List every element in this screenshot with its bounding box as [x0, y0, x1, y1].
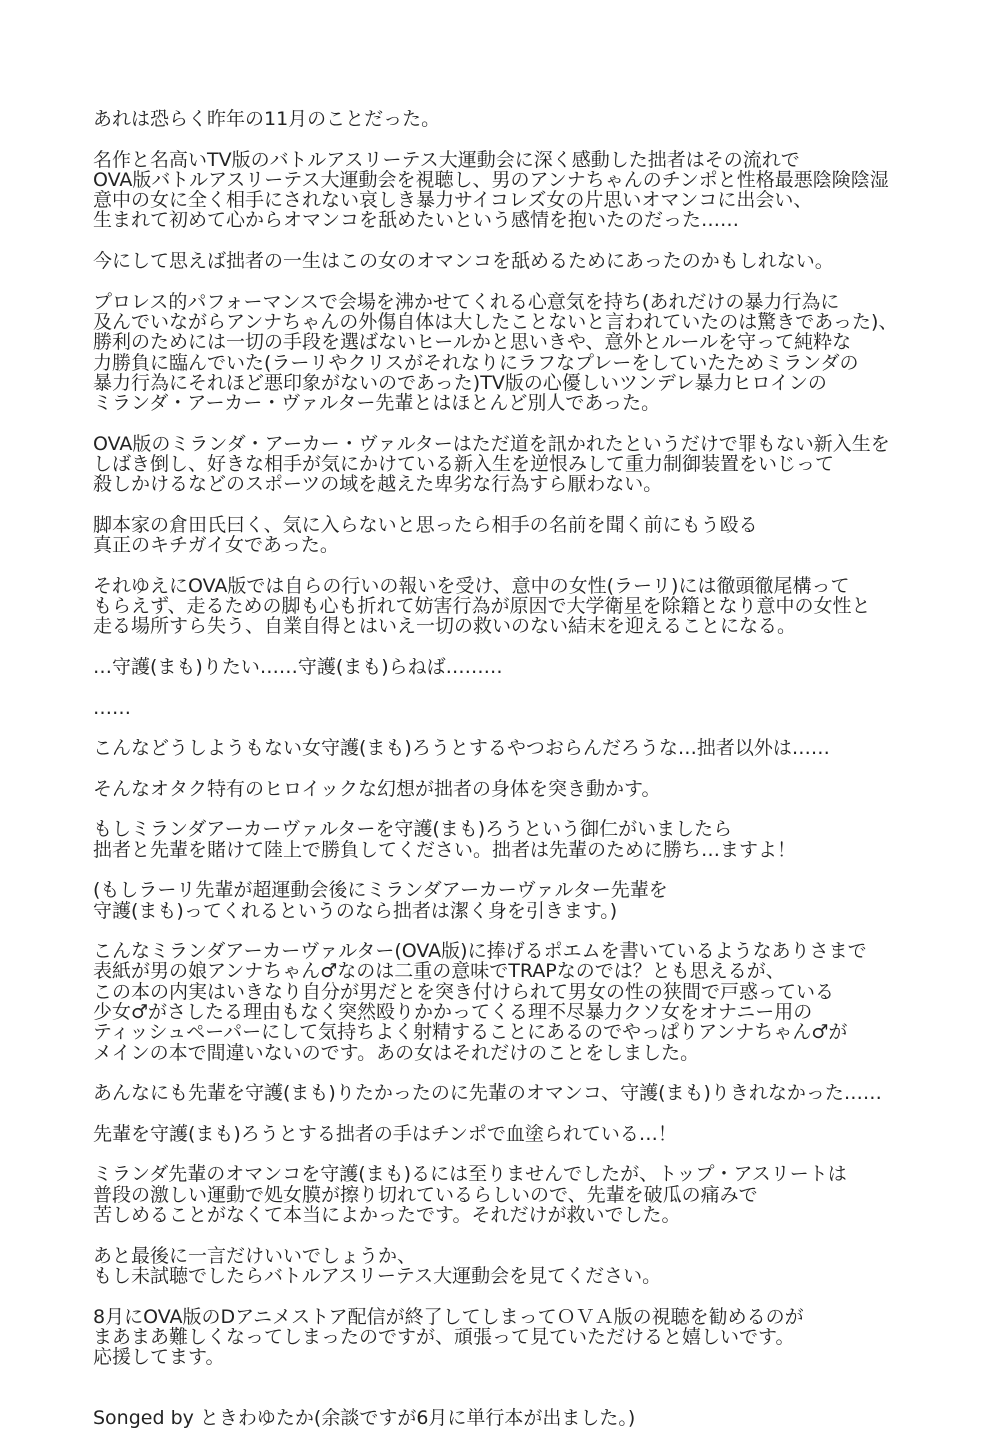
text-line: もし未試聴でしたらバトルアスリーテス大運動会を見てください。: [93, 1264, 662, 1287]
paragraph: [93, 109, 973, 129]
text-line: 表紙が男の娘アンナちゃん♂なのは二重の意味でTRAPなのでは？とも思えるが、: [93, 960, 785, 983]
paragraph: [93, 434, 973, 495]
text-line: 少女♂がさしたる理由もなく突然殴りかかってくる理不尽暴力クソ女をオナニー用の: [93, 1001, 813, 1024]
text-line: ミランダ・アーカー・ヴァルター先輩とはほとんど別人であった。: [93, 392, 661, 415]
paragraph: [93, 779, 973, 799]
paragraph: [93, 1164, 973, 1225]
text-line: 苦しめることがなくて本当によかったです。それだけが救いでした。: [93, 1204, 681, 1227]
text-line: 8月にOVA版のDアニメストア配信が終了してしまってＯＶＡ版の視聴を勧めるのが: [93, 1305, 804, 1328]
text-line: 意中の女に全く相手にされない哀しき暴力サイコレズ女の片思いオマンコに出会い、: [93, 189, 813, 212]
paragraph: [93, 819, 973, 860]
text-line: …守護(まも)りたい……守護(まも)らねば………: [93, 656, 503, 679]
text-line: OVA版バトルアスリーテス大運動会を視聴し、男のアンナちゃんのチンポと性格最悪陰険陰湿: [93, 168, 889, 191]
text-line: 拙者と先輩を賭けて陸上で勝負してください。拙者は先輩のために勝ち…ますよ！: [93, 838, 797, 861]
text-line: OVA版のミランダ・アーカー・ヴァルターはただ道を訊かれたというだけで罪もない新入生を: [93, 432, 890, 455]
text-line: 及んでいながらアンナちゃんの外傷自体は大したことないと言われていたのは驚きであった)、: [93, 310, 898, 333]
text-line: あんなにも先輩を守護(まも)りたかったのに先輩のオマンコ、守護(まも)りきれなかった……: [93, 1082, 882, 1105]
paragraphs-container: [93, 109, 973, 1367]
text-line: 応援してます。: [93, 1346, 225, 1369]
text-line: 生まれて初めて心からオマンコを舐めたいという感情を抱いたのだった……: [93, 209, 740, 232]
text-line: (もしラーリ先輩が超運動会後にミランダアーカーヴァルター先輩を: [93, 879, 668, 902]
paragraph: [93, 251, 973, 271]
text-line: まあまあ難しくなってしまったのですが、頑張って見ていただけると嬉しいです。: [93, 1325, 795, 1348]
paragraph: [93, 576, 973, 637]
text-line: それゆえにOVA版では自らの行いの報いを受け、意中の女性(ラーリ)には徹頭徹尾構って: [93, 574, 850, 597]
text-line: 先輩を守護(まも)ろうとする拙者の手はチンポで血塗られている…！: [93, 1122, 677, 1145]
paragraph: [93, 1083, 973, 1103]
text-line: 今にして思えば拙者の一生はこの女のオマンコを舐めるためにあったのかもしれない。: [93, 250, 834, 273]
text-line: 殺しかけるなどのスポーツの域を越えた卑劣な行為すら厭わない。: [93, 473, 663, 496]
text-line: そんなオタク特有のヒロイックな幻想が拙者の身体を突き動かす。: [93, 777, 661, 800]
text-line: メインの本で間違いないのです。あの女はそれだけのことをしました。: [93, 1041, 700, 1064]
paragraph: [93, 698, 973, 718]
paragraph: [93, 150, 973, 231]
paragraph: [93, 1124, 973, 1144]
text-line: 名作と名高いTV版のバトルアスリーテス大運動会に深く感動した拙者はその流れで: [93, 148, 800, 171]
text-line: あれは恐らく昨年の11月のことだった。: [93, 108, 441, 130]
text-line: 真正のキチガイ女であった。: [93, 534, 339, 557]
text-line: この本の内実はいきなり自分が男だとを突き付けられて男女の性の狭間で戸惑っている: [93, 980, 835, 1003]
text-line: 力勝負に臨んでいた(ラーリやクリスがそれなりにラフなプレーをしていたためミランダの: [93, 351, 859, 374]
text-line: 守護(まも)ってくれるというのなら拙者は潔く身を引きます。): [93, 899, 618, 922]
text-line: 脚本家の倉田氏曰く、気に入らないと思ったら相手の名前を聞く前にもう殴る: [93, 513, 758, 536]
afterword-text: [93, 109, 973, 1428]
text-line: プロレス的パフォーマンスで会場を沸かせてくれる心意気を持ち(あれだけの暴力行為に: [93, 290, 840, 313]
text-line: こんなミランダアーカーヴァルター(OVA版)に捧げるポエムを書いているようなありさまで: [93, 940, 867, 963]
paragraph: [93, 880, 973, 921]
paragraph: [93, 292, 973, 414]
paragraph: [93, 515, 973, 556]
paragraph: [93, 1307, 973, 1368]
text-line: ティッシュペーパーにして気持ちよく射精することにあるのでやっぱりアンナちゃん♂が: [93, 1021, 848, 1044]
text-line: ……: [93, 696, 131, 719]
text-line: 普段の激しい運動で処女膜が擦り切れているらしいので、先輩を破瓜の痛みで: [93, 1183, 758, 1206]
text-line: しばき倒し、好きな相手が気にかけている新入生を逆恨みして重力制御装置をいじって: [93, 453, 835, 476]
paragraph: [93, 657, 973, 677]
paragraph: [93, 738, 973, 758]
paragraph: [93, 1246, 973, 1287]
text-line: ミランダ先輩のオマンコを守護(まも)るには至りませんでしたが、トップ・アスリートは: [93, 1163, 847, 1186]
text-line: 暴力行為にそれほど悪印象がないのであった)TV版の心優しいツンデレ暴力ヒロインの: [93, 371, 827, 394]
text-line: 勝利のためには一切の手段を選ばないヒールかと思いきや、意外とルールを守って純粋な: [93, 331, 852, 354]
text-line: あと最後に一言だけいいでしょうか、: [93, 1244, 417, 1267]
paragraph: [93, 941, 973, 1063]
text-line: もらえず、走るための脚も心も折れて妨害行為が原因で大学衛星を除籍となり意中の女性と: [93, 595, 871, 618]
text-line: こんなどうしようもない女守護(まも)ろうとするやつおらんだろうな…拙者以外は……: [93, 737, 830, 760]
text-line: もしミランダアーカーヴァルターを守護(まも)ろうという御仁がいましたら: [93, 818, 733, 841]
text-line: 走る場所すら失う、自業自得とはいえ一切の救いのない結末を迎えることになる。: [93, 615, 797, 638]
credit-line: Songed by ときわゆたか(余談ですが6月に単行本が出ました。): [93, 1407, 636, 1429]
